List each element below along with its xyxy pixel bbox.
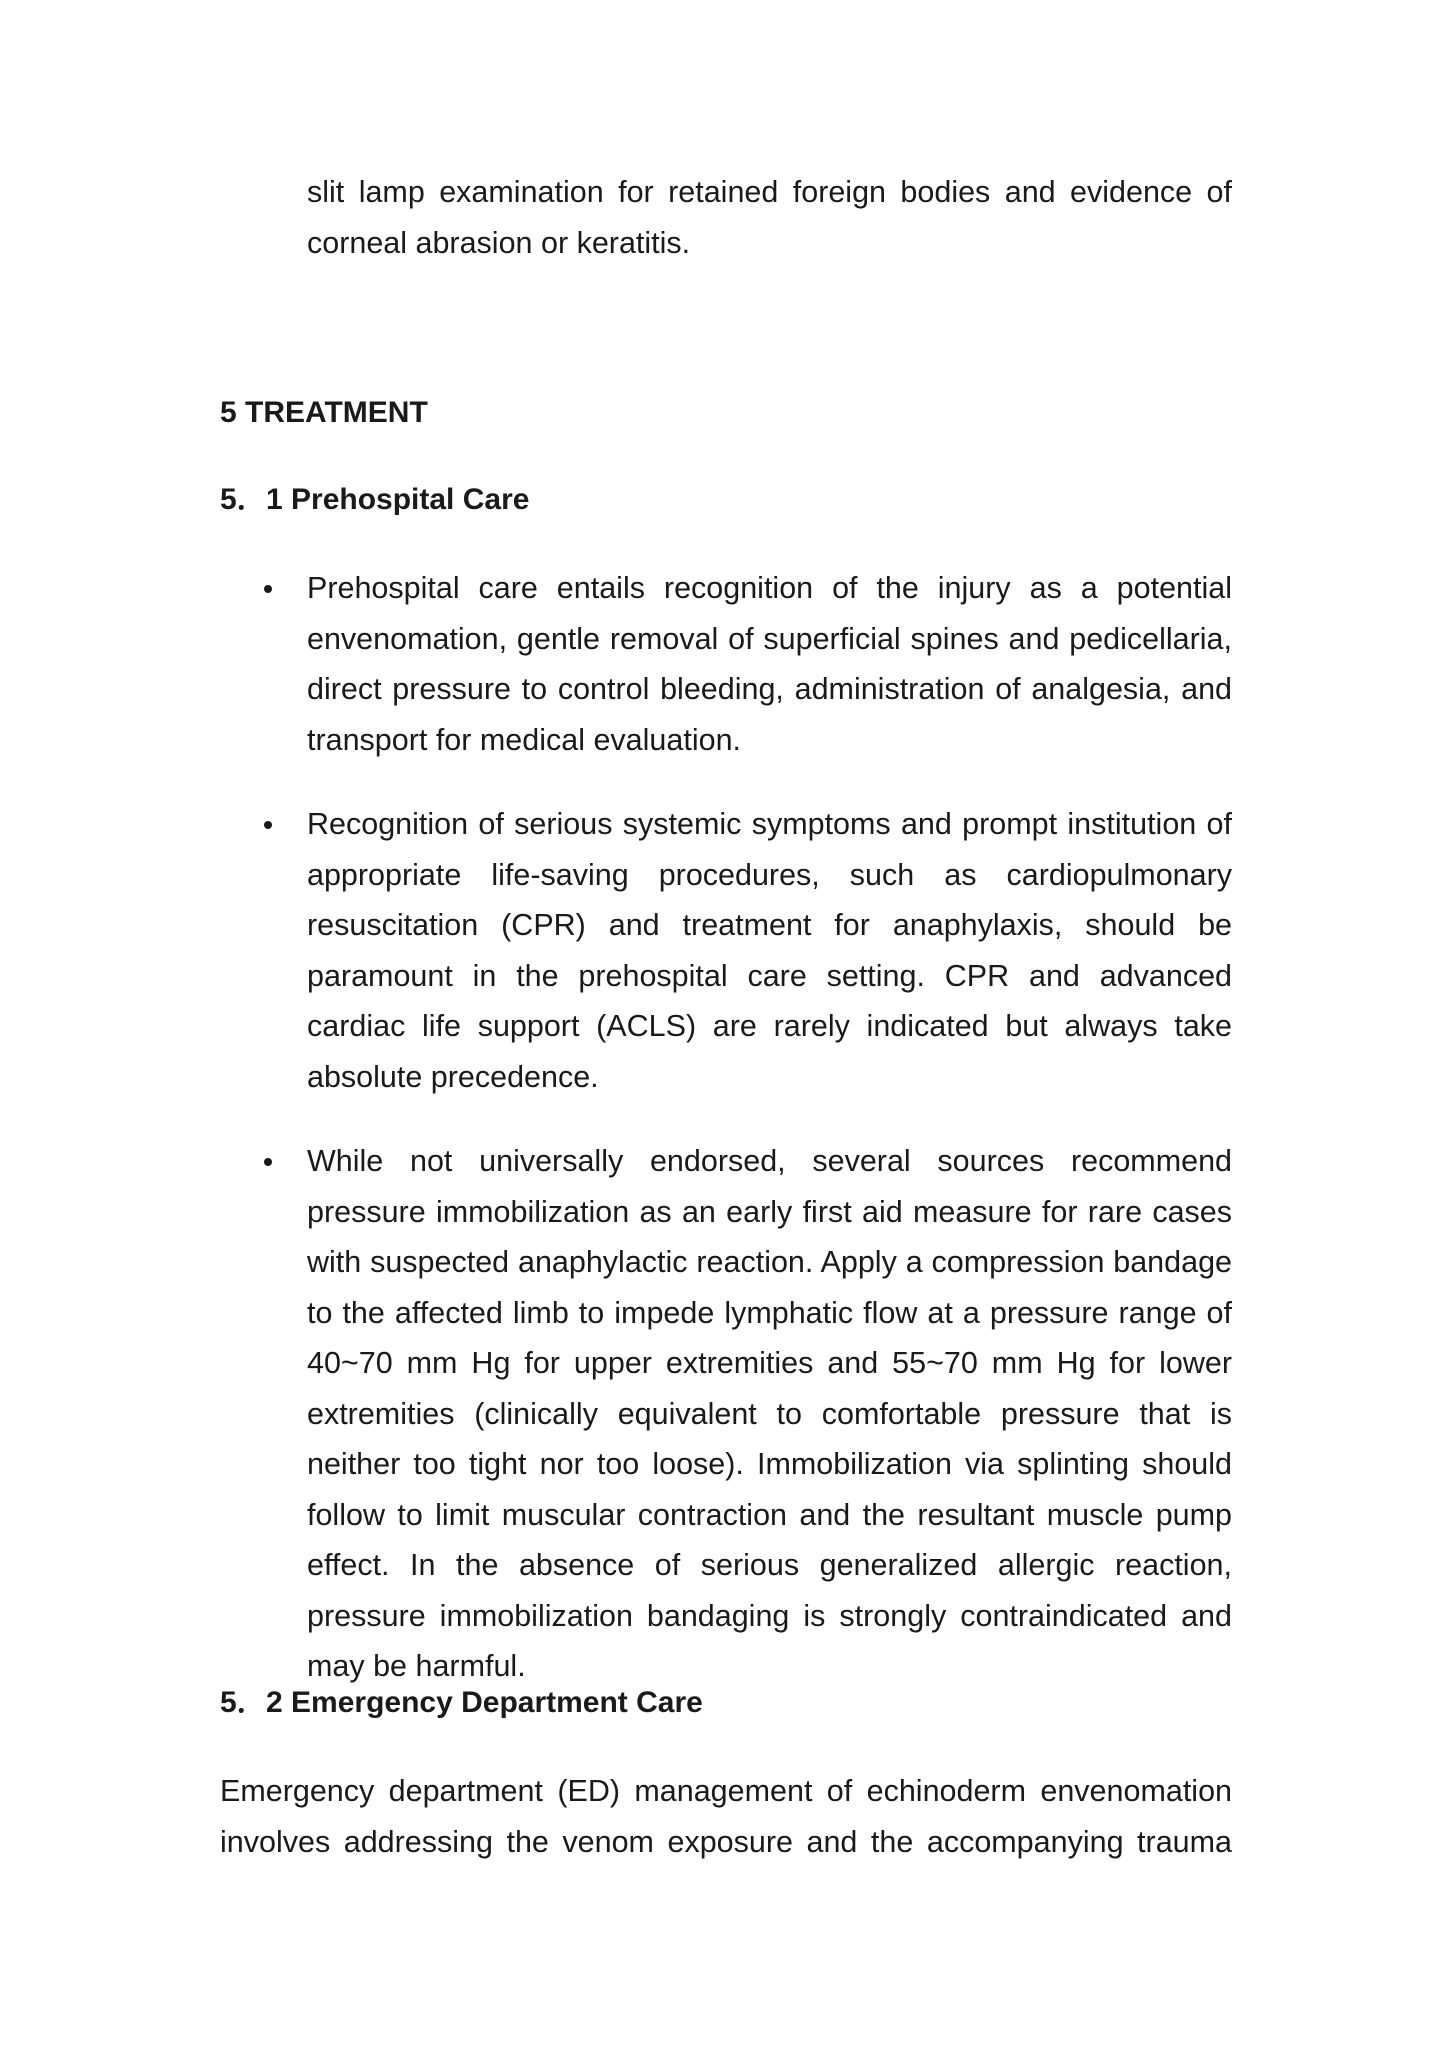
section-heading-treatment: 5 TREATMENT bbox=[220, 396, 428, 429]
ed-management-paragraph: Emergency department (ED) management of echinoderm envenomation involves addressing the venom exposure and the accompanying trauma bbox=[220, 1774, 1232, 1859]
list-item bbox=[307, 563, 1232, 765]
subsection-number: 5． bbox=[220, 1686, 267, 1719]
list-item bbox=[307, 799, 1232, 1102]
subsection-title: 2 Emergency Department Care bbox=[266, 1686, 703, 1719]
subsection-heading-prehospital-care bbox=[220, 480, 529, 520]
list-item-text: Recognition of serious systemic symptoms and prompt institution of appropriate life-saving procedures, such as cardiopulmonary resuscitation (CPR) and treatment for anaphylaxis, should be paramount in the prehospital care setting. CPR and advanced cardiac life support (ACLS) are rarely indicated but always take absolute precedence. bbox=[307, 807, 1232, 1094]
continuation-paragraph: slit lamp examination for retained foreign bodies and evidence of corneal abrasion or keratitis. bbox=[307, 175, 1232, 260]
list-item-text: While not universally endorsed, several sources recommend pressure immobilization as an early first aid measure for rare cases with suspected anaphylactic reaction. Apply a compression bandage to the affected limb to impede lymphatic flow at a pressure range of 40~70 mm Hg for upper extremities and 55~70 mm Hg for lower extremities (clinically equivalent to comfortable pressure that is neither too tight nor too loose). Immobilization via splinting should follow to limit muscular contraction and the resultant muscle pump effect. In the absence of serious generalized allergic reaction, pressure immobilization bandaging is strongly contraindicated and may be harmful. bbox=[307, 1144, 1232, 1683]
bullet-icon bbox=[264, 821, 272, 829]
list-item bbox=[307, 1136, 1232, 1692]
bullet-icon bbox=[264, 1158, 272, 1166]
subsection-heading-emergency-department-care bbox=[220, 1683, 703, 1723]
list-item-text: Prehospital care entails recognition of the injury as a potential envenomation, gentle removal of superficial spines and pedicellaria, direct pressure to control bleeding, administration of analgesia, and transport for medical evaluation. bbox=[307, 571, 1232, 757]
subsection-number: 5． bbox=[220, 483, 267, 516]
bullet-icon bbox=[264, 585, 272, 593]
subsection-title: 1 Prehospital Care bbox=[266, 483, 530, 516]
